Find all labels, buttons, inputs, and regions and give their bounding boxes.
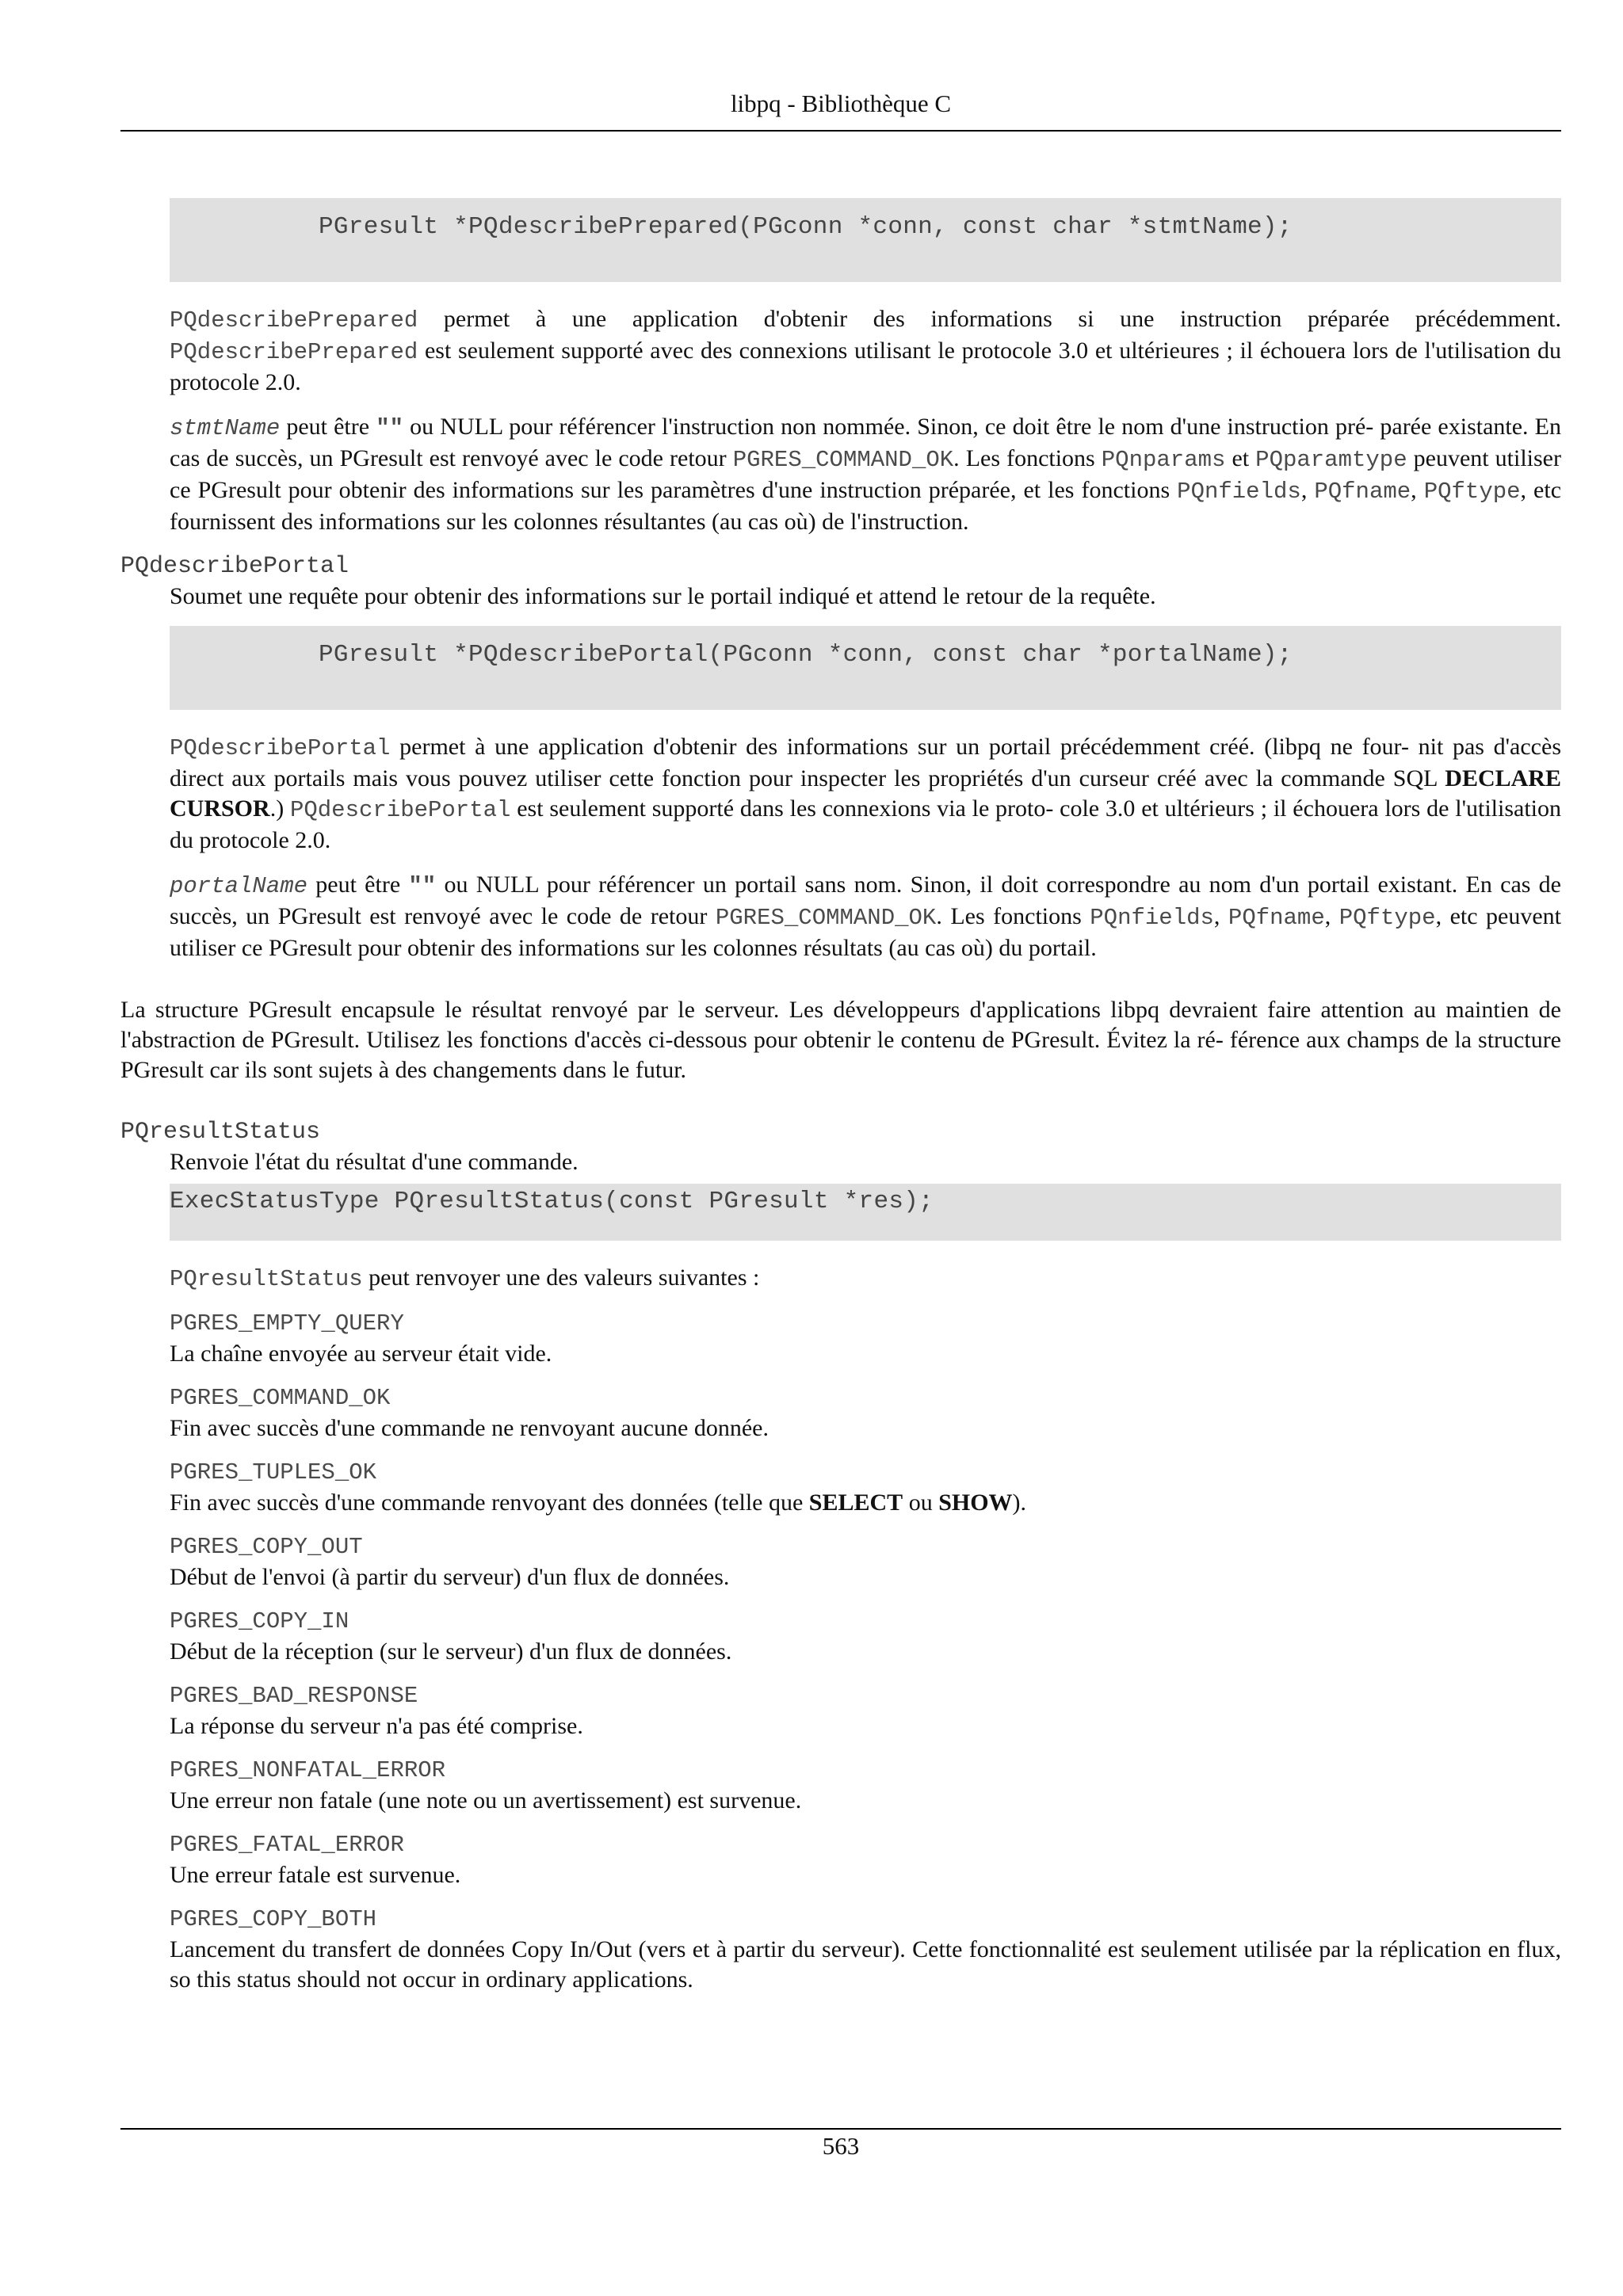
running-header [120,89,1561,132]
status-item-tuples-ok: PGRES_TUPLES_OK Fin avec succès d'une commande renvoyant des données (telle que SELECT ou SHOW). [170,1459,1027,1516]
status-item-fatal-error: PGRES_FATAL_ERROR Une erreur fatale est survenue. [170,1832,461,1888]
result-status-lead: PQresultStatus peut renvoyer une des valeurs suivantes : [170,1264,760,1292]
paragraph-describe-prepared-2: stmtName peut être "" ou NULL pour référencer l'instruction non nommée. Sinon, ce doit être le nom d'une instruction pré- parée existante. En cas de succès, un PGresult est renvoyé avec le code retour PGRES_COMMAND_OK. Les fonctions PQnparams et PQparamtype peuvent utiliser ce PGresult pour obtenir des informations sur les paramètres d'une instruction préparée, et les fonctions PQnfields, PQfname, PQftype, etc fournissent des informations sur les colonnes résultantes (au cas où) de l'instruction. [170,414,1562,535]
describe-portal-desc: Soumet une requête pour obtenir des informations sur le portail indiqué et attend le retour de la requête. [170,583,1156,609]
term-result-status: PQresultStatus [120,1119,321,1146]
pgresult-intro-paragraph: La structure PGresult encapsule le résultat renvoyé par le serveur. Les développeurs d'applications libpq devraient faire attention au maintien de l'abstraction de PGresult. Utilisez les fonctions d'accès ci-dessous pour obtenir le contenu de PGresult. Évitez la ré- férence aux champs de la structure PGresult car ils sont sujets à des changements dans le futur. [120,997,1561,1083]
page-number: 563 [822,2132,860,2160]
page-content [120,198,1561,1995]
paragraph-describe-prepared-1: PQdescribePrepared permet à une application d'obtenir des informations si une instruction préparée précédemment. PQdescribePrepared est seulement supporté avec des connexions utilisant le protocole 3.0 et ultérieures ; il échouera lors de l'utilisation du protocole 2.0. [170,306,1561,395]
status-item-nonfatal-error: PGRES_NONFATAL_ERROR Une erreur non fatale (une note ou un avertissement) est survenue. [170,1757,802,1814]
header-title: libpq - Bibliothèque C [730,90,952,117]
paragraph-describe-portal-2: portalName peut être "" ou NULL pour référencer un portail sans nom. Sinon, il doit correspondre au nom d'un portail existant. En cas de succès, un PGresult est renvoyé avec le code de retour PGRES_COMMAND_OK. Les fonctions PQnfields, PQfname, PQftype, etc peuvent utiliser ce PGresult pour obtenir des informations sur les colonnes résultats (au cas où) du portail. [170,871,1562,961]
status-item-empty-query: PGRES_EMPTY_QUERY La chaîne envoyée au serveur était vide. [170,1310,552,1367]
paragraph-describe-portal-1: PQdescribePortal permet à une application d'obtenir des informations sur un portail précédemment créé. (libpq ne four- nit pas d'accès direct aux portails mais vous pouvez utiliser cette fonction pour inspecter les propriétés d'un curseur créé avec la commande SQL DECLARE CURSOR.) PQdescribePortal est seulement supporté dans les connexions via le proto- cole 3.0 et ultérieurs ; il échouera lors de l'utilisation du protocole 2.0. [170,734,1561,853]
code-block-result-status: ExecStatusType PQresultStatus(const PGresult *res); [170,1184,1561,1241]
code-block-describe-prepared: PGresult *PQdescribePrepared(PGconn *conn, const char *stmtName); [170,198,1561,282]
result-status-desc: Renvoie l'état du résultat d'une commande. [170,1149,579,1175]
status-item-bad-response: PGRES_BAD_RESPONSE La réponse du serveur n'a pas été comprise. [170,1683,583,1739]
status-item-copy-both: PGRES_COPY_BOTH Lancement du transfert de données Copy In/Out (vers et à partir du serveur). Cette fonctionnalité est seulement utilisée par la réplication en flux, so this status should not occur in ordinary applications. [170,1906,1561,1993]
status-item-copy-in: PGRES_COPY_IN Début de la réception (sur le serveur) d'un flux de données. [170,1608,732,1665]
status-item-command-ok: PGRES_COMMAND_OK Fin avec succès d'une commande ne renvoyant aucune donnée. [170,1385,769,1441]
footer-rule [120,2128,1561,2130]
term-describe-portal: PQdescribePortal [120,553,349,580]
code-block-describe-portal: PGresult *PQdescribePortal(PGconn *conn, const char *portalName); [170,626,1561,710]
status-item-copy-out: PGRES_COPY_OUT Début de l'envoi (à partir du serveur) d'un flux de données. [170,1534,730,1590]
